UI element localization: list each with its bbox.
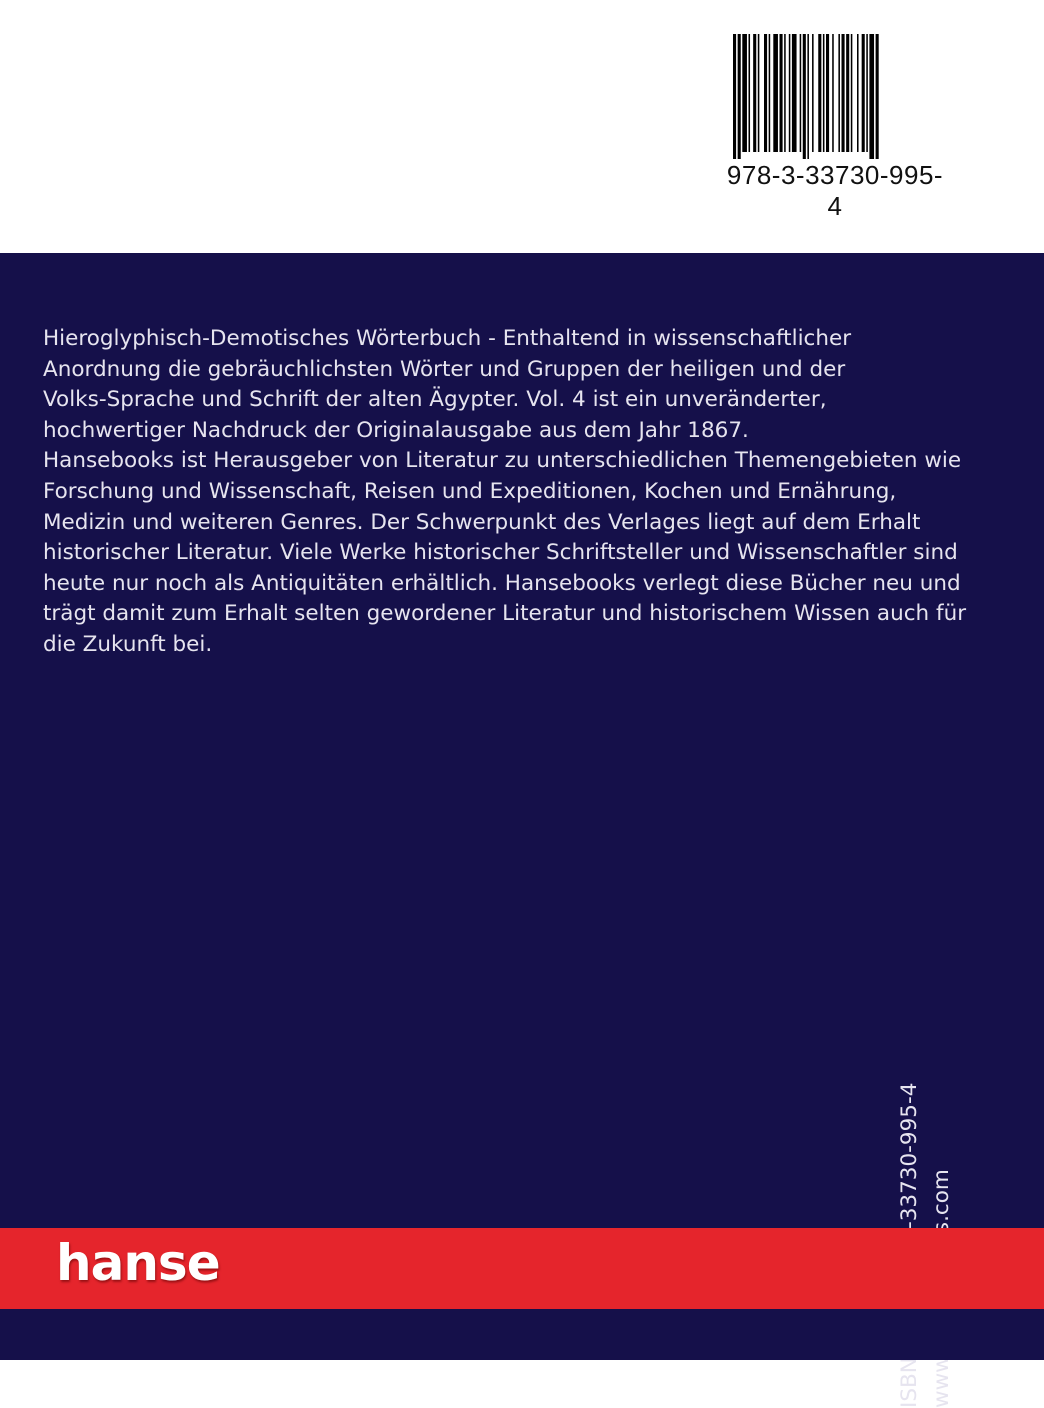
barcode-bar: [784, 34, 786, 152]
barcode-bar: [862, 34, 865, 152]
barcode-bar: [832, 34, 834, 152]
barcode-bar: [869, 34, 874, 159]
barcode-bar: [826, 34, 829, 152]
barcode-bar: [780, 34, 783, 152]
barcode-bar: [738, 34, 741, 159]
bottom-strip: [0, 1309, 1044, 1360]
barcode-bar: [812, 34, 814, 152]
barcode-bar: [846, 34, 849, 152]
barcode-bar: [807, 34, 809, 159]
barcode-bar: [789, 34, 791, 152]
hanse-logo: hanse: [56, 1234, 220, 1292]
description-line: heute nur noch als Antiquitäten erhältlich. Hansebooks verlegt diese Bücher neu und: [43, 570, 961, 596]
description-line: historischer Literatur. Viele Werke historischer Schriftsteller und Wissenschaftler sind: [43, 540, 958, 566]
barcode-bar: [866, 34, 868, 152]
description-line: trägt damit zum Erhalt selten gewordener Literatur und historischem Wissen auch für: [43, 601, 967, 627]
barcode-bar: [818, 34, 821, 152]
barcode-bar: [753, 34, 756, 152]
description-line: die Zukunft bei.: [43, 631, 213, 657]
brand-bar: [0, 1228, 1044, 1309]
barcode-icon: [733, 34, 937, 159]
barcode-bar: [773, 34, 778, 152]
barcode-bar: [758, 34, 760, 152]
barcode-bar: [823, 34, 825, 152]
description-line: Hieroglyphisch-Demotisches Wörterbuch - Enthaltend in wissenschaftlicher: [43, 326, 852, 351]
barcode-bar: [800, 34, 802, 152]
barcode-bar: [851, 34, 853, 152]
back-cover-panel: [0, 253, 1044, 1228]
description-line: Anordnung die gebräuchlichsten Wörter und Gruppen der heiligen und der: [43, 356, 846, 382]
barcode-bar: [803, 34, 806, 159]
description-line: Forschung und Wissenschaft, Reisen und Expeditionen, Kochen und Ernährung,: [43, 478, 897, 504]
description-line: Hansebooks ist Herausgeber von Literatur zu unterschiedlichen Themengebieten wie: [43, 448, 962, 474]
description-line: hochwertiger Nachdruck der Originalausgabe aus dem Jahr 1867.: [43, 417, 749, 443]
barcode-number: 978-3-33730-995-4: [726, 160, 944, 221]
top-white-area: [0, 0, 1044, 253]
description-line: Medizin und weiteren Genres. Der Schwerpunkt des Verlages liegt auf dem Erhalt: [43, 509, 921, 535]
barcode-bar: [842, 34, 845, 152]
barcode-bar: [857, 34, 859, 152]
book-description: [43, 324, 1003, 661]
description-line: Volks-Sprache und Schrift der alten Ägypter. Vol. 4 ist ein unveränderter,: [43, 387, 827, 413]
barcode-bar: [792, 34, 797, 152]
barcode-bar: [838, 34, 840, 152]
barcode-bar: [733, 34, 736, 159]
barcode-bar: [764, 34, 767, 152]
barcode-bar: [769, 34, 771, 152]
barcode-bar: [749, 34, 751, 152]
barcode-bar: [742, 34, 747, 152]
barcode: [725, 34, 945, 221]
barcode-bar: [876, 34, 879, 159]
